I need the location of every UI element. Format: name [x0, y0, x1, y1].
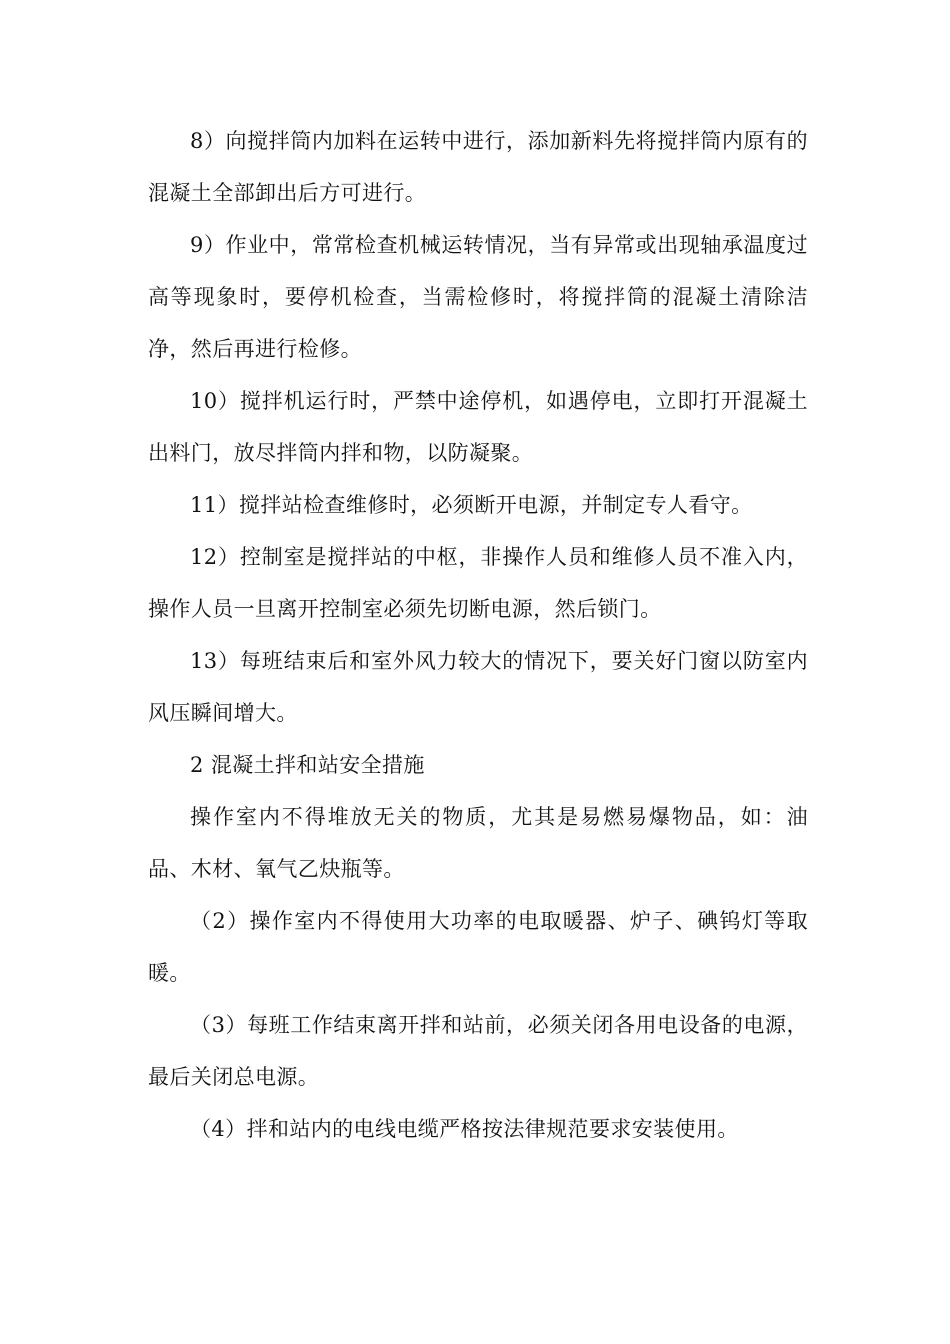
paragraph-item-8: 8）向搅拌筒内加料在运转中进行，添加新料先将搅拌筒内原有的混凝土全部卸出后方可进行。 — [148, 129, 808, 205]
paragraph-item-9: 9）作业中，常常检查机械运转情况，当有异常或出现轴承温度过高等现象时，要停机检查，当需检修时，将搅拌筒的混凝土清除洁净，然后再进行检修。 — [148, 233, 808, 361]
paragraph-measure-4: （4）拌和站内的电线电缆严格按法律规范要求安装使用。 — [190, 1117, 739, 1141]
paragraph-item-10: 10）搅拌机运行时，严禁中途停机，如遇停电，立即打开混凝土出料门，放尽拌筒内拌和物，以防凝聚。 — [148, 389, 808, 465]
paragraph-item-12: 12）控制室是搅拌站的中枢，非操作人员和维修人员不准入内，操作人员一旦离开控制室必须先切断电源，然后锁门。 — [148, 545, 808, 621]
document-body — [148, 115, 808, 1155]
paragraph-measure-3: （3）每班工作结束离开拌和站前，必须关闭各用电设备的电源，最后关闭总电源。 — [148, 1013, 808, 1089]
section-heading: 2 混凝土拌和站安全措施 — [190, 753, 425, 777]
paragraph-item-13: 13）每班结束后和室外风力较大的情况下，要关好门窗以防室内风压瞬间增大。 — [148, 649, 808, 725]
paragraph-measure-2: （2）操作室内不得使用大功率的电取暖器、炉子、碘钨灯等取暖。 — [148, 909, 808, 985]
paragraph-measure-1: 操作室内不得堆放无关的物质，尤其是易燃易爆物品，如：油品、木材、氧气乙炔瓶等。 — [148, 805, 808, 881]
paragraph-item-11: 11）搅拌站检查维修时，必须断开电源，并制定专人看守。 — [190, 493, 753, 517]
